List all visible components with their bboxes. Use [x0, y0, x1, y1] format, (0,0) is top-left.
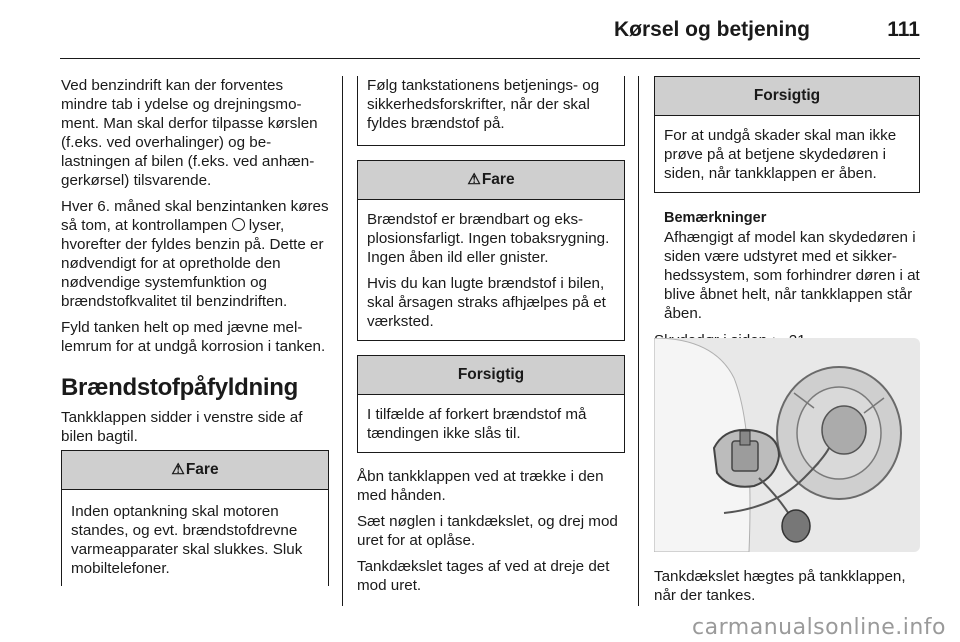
warning-box-header — [62, 451, 328, 490]
indicator-lamp-icon — [232, 218, 245, 231]
warning-text: Hvis du kan lugte brændstof i bilen, skal årsagen straks afhjælpes på et værksted. — [367, 275, 606, 330]
warning-text: Brændstof er brændbart og eksplosionsfarligt. Ingen tobaksrygning. Ingen åben ild eller gnister. — [367, 211, 610, 266]
column-divider-2 — [638, 76, 639, 606]
warning-box-title: Fare — [185, 461, 219, 478]
note — [654, 209, 920, 323]
paragraph: Ved benzindrift kan der forventes mindre tab i ydelse og drejningsmoment. Man skal derfor tilpasse kørslen (f.eks. ved overhalinger) og belastningen af bilen (f.eks. ved anhængerkørsel) tilsvarende. — [61, 77, 318, 189]
warning-box-body — [62, 490, 328, 586]
caution-box — [654, 76, 920, 193]
header-rule — [60, 58, 920, 59]
paragraph-text: lyser, hvorefter der fyldes benzin på. Dette er nødvendigt for at opretholde den nødvendige systemfunktion og brændstofkvalitet til benzindriften. — [61, 217, 324, 310]
paragraph: Sæt nøglen i tankdækslet, og drej mod uret for at oplåse. — [357, 513, 618, 549]
column-3 — [654, 76, 920, 358]
illustration-caption: Tankdækslet hægtes på tankklappen, når der tankes. — [654, 568, 906, 604]
caution-text: I tilfælde af forkert brændstof må tændingen ikke slås til. — [367, 406, 587, 442]
column-divider-1 — [342, 76, 343, 606]
warning-box — [61, 450, 329, 586]
page-header-title: Kørsel og betjening — [613, 18, 810, 41]
fuel-cap-drawing — [654, 338, 920, 552]
warning-text: Inden optankning skal motoren standes, og evt. brændstofdrevne varmeapparater skal slukkes. Sluk mobiltelefoner. — [71, 503, 303, 577]
paragraph: Tankdækslet tages af ved at dreje det mod uret. — [357, 558, 610, 594]
warning-box-body — [358, 200, 624, 340]
watermark: carmanualsonline.info — [692, 615, 946, 640]
warning-triangle-icon: ⚠ — [171, 461, 185, 478]
page-number: 111 — [887, 18, 920, 41]
paragraph: Fyld tanken helt op med jævne mellemrum for at undgå korrosion i tanken. — [61, 319, 326, 355]
box-text: Følg tankstationens betjenings- og sikkerhedsforskrifter, når der skal fyldes brændstof på. — [367, 77, 600, 132]
paragraph-text: Hver 6. måned skal benzintanken køres så tom, at kontrollampen — [61, 198, 329, 234]
caution-box — [357, 355, 625, 453]
paragraph: Åbn tankklappen ved at trække i den med hånden. — [357, 468, 604, 504]
warning-box-title: Fare — [481, 171, 515, 188]
note-text: Afhængigt af model kan skydedøren i siden være udstyret med et sikkerhedssystem, som forhindrer døren i at blive åbnet helt, når tankklappen står åben. — [664, 229, 920, 322]
warning-box-header — [358, 161, 624, 200]
caution-box-body — [358, 395, 624, 452]
continued-box — [357, 76, 625, 146]
caution-box-header: Forsigtig — [358, 356, 624, 395]
warning-triangle-icon: ⚠ — [467, 171, 481, 188]
caution-box-body — [655, 116, 919, 192]
fuel-cap-illustration — [654, 338, 920, 552]
paragraph: Tankklappen sidder i venstre side af bilen bagtil. — [61, 409, 303, 445]
section-heading: Brændstofpåfyldning — [61, 374, 298, 401]
warning-box — [357, 160, 625, 341]
paragraph — [61, 197, 329, 311]
column-2 — [357, 76, 625, 602]
note-title: Bemærkninger — [664, 210, 767, 226]
column-1 — [61, 76, 329, 586]
caution-text: For at undgå skader skal man ikke prøve på at betjene skydedøren i siden, når tankklappen er åben. — [664, 127, 897, 182]
caution-box-header: Forsigtig — [655, 77, 919, 116]
continued-box-body — [358, 76, 624, 145]
